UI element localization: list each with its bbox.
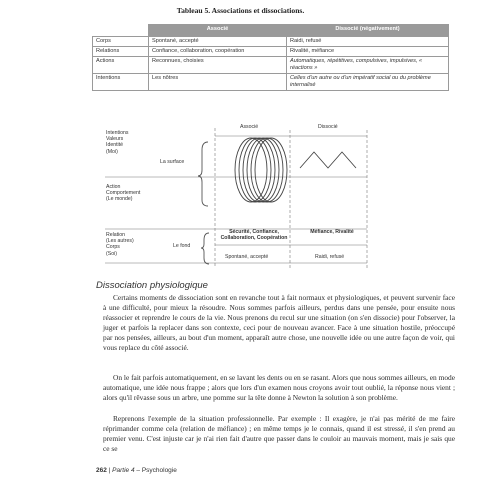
- dissoc-bottom-label: Raidi, refusé: [315, 254, 345, 260]
- row-dissoc: Rivalité, méfiance: [287, 47, 449, 57]
- fond-label: Le fond: [173, 243, 191, 249]
- table-header-dissoc: Dissocié (négativement): [287, 25, 449, 37]
- zigzag-graphic: [300, 152, 356, 168]
- row-assoc: Reconnues, choisies: [149, 57, 287, 74]
- row-dissoc: Raidi, refusé: [287, 37, 449, 47]
- label-action: Action: [106, 184, 121, 190]
- col-dissoc-label: Dissocié: [318, 124, 338, 130]
- left-mid-labels: [106, 184, 140, 203]
- section-title: Dissociation physiologique: [96, 280, 208, 291]
- spring-coil-graphic: [235, 138, 287, 202]
- footer-dash: –: [136, 467, 142, 474]
- row-dissoc: Celles d'un autre ou d'un impératif social ou du problème internalisé: [287, 74, 449, 91]
- paragraph-3: Reprenons l'exemple de la situation professionnelle. Par exemple : Il exagère, je n'ai pas mérité de me faire réprimander comme cela (relation de méfiance) ; en même temps je le connais, quand il est stressé, il s'en prend au premier venu. C'est injuste car je n'ai rien fait d'autre que passer dans le couloir au mauvais moment, mais je sais que ce se: [103, 414, 455, 454]
- assoc-top-line1: Sécurité, Confiance,: [229, 229, 279, 235]
- label-soi: (Soi): [106, 250, 117, 257]
- label-corps: Corps: [106, 244, 120, 251]
- left-top-labels: [106, 130, 129, 155]
- col-assoc-label: Associé: [240, 124, 259, 130]
- page-number: 262: [96, 467, 107, 474]
- label-valeurs: Valeurs: [106, 136, 124, 143]
- dissoc-top-label: Méfiance, Rivalité: [310, 229, 354, 235]
- label-autres: (Les autres): [106, 238, 134, 245]
- assoc-bottom-label: Spontané, accepté: [225, 254, 269, 260]
- paragraph-2: On le fait parfois automatiquement, en se lavant les dents ou en se rasant. Alors que nous sommes ailleurs, en mode automatique, une idée nous frappe ; alors que lors d'un examen nous croyons avoir tout oublié, la réponse nous vient ; alors qu'il rêvasse sous un arbre, une pomme sur la tête donne à Newton la solution à son problème.: [103, 373, 455, 403]
- label-identite: Identité: [106, 142, 124, 149]
- surface-label: La surface: [160, 159, 185, 165]
- row-assoc: Spontané, accepté: [149, 37, 287, 47]
- table-caption: Tableau 5. Associations et dissociations.: [176, 6, 305, 15]
- page-footer: [96, 467, 177, 474]
- row-label: Actions: [93, 57, 149, 74]
- row-label: Corps: [93, 37, 149, 47]
- label-intentions: Intentions: [106, 130, 129, 136]
- footer-part: Partie 4: [112, 467, 135, 474]
- footer-title: Psychologie: [141, 467, 177, 474]
- table-header-assoc: Associé: [149, 25, 287, 37]
- row-label: Intentions: [93, 74, 149, 91]
- row-dissoc: Automatiques, répétitives, compulsives, impulsives, « réactions »: [287, 57, 449, 74]
- label-relation: Relation: [106, 232, 126, 238]
- label-comportement: Comportement: [106, 190, 141, 197]
- paragraph-1: Certains moments de dissociation sont en revanche tout à fait normaux et physiologiques, et peuvent survenir face à une difficulté, pour mieux la résoudre. Nous sommes parfois ailleurs, perdus dans une pensée, pour ensuite nous réassocier et reprendre le cours de la vie. Nous prenons du recul sur une situation (on s'en dissocie) pour l'observer, la juger et parfois la replacer dans son contexte, ceci pour de nouveau avancer. Face à une situation hostile, préoccupé par nos pensées, ailleurs, au bout d'un moment, apparaît autre chose, une nouvelle idée ou une autre façon de voir, qui vous replace du côté associé.: [103, 293, 455, 353]
- label-moi: (Moi): [106, 148, 118, 155]
- row-assoc: Confiance, collaboration, coopération: [149, 47, 287, 57]
- left-bottom-labels: [106, 232, 134, 257]
- label-monde: (Le monde): [106, 196, 133, 203]
- assoc-top-line2: Collaboration, Coopération: [220, 235, 288, 242]
- row-assoc: Les nôtres: [149, 74, 287, 91]
- footer-sep: |: [108, 467, 113, 474]
- assoc-top-label: [219, 229, 289, 241]
- row-label: Relations: [93, 47, 149, 57]
